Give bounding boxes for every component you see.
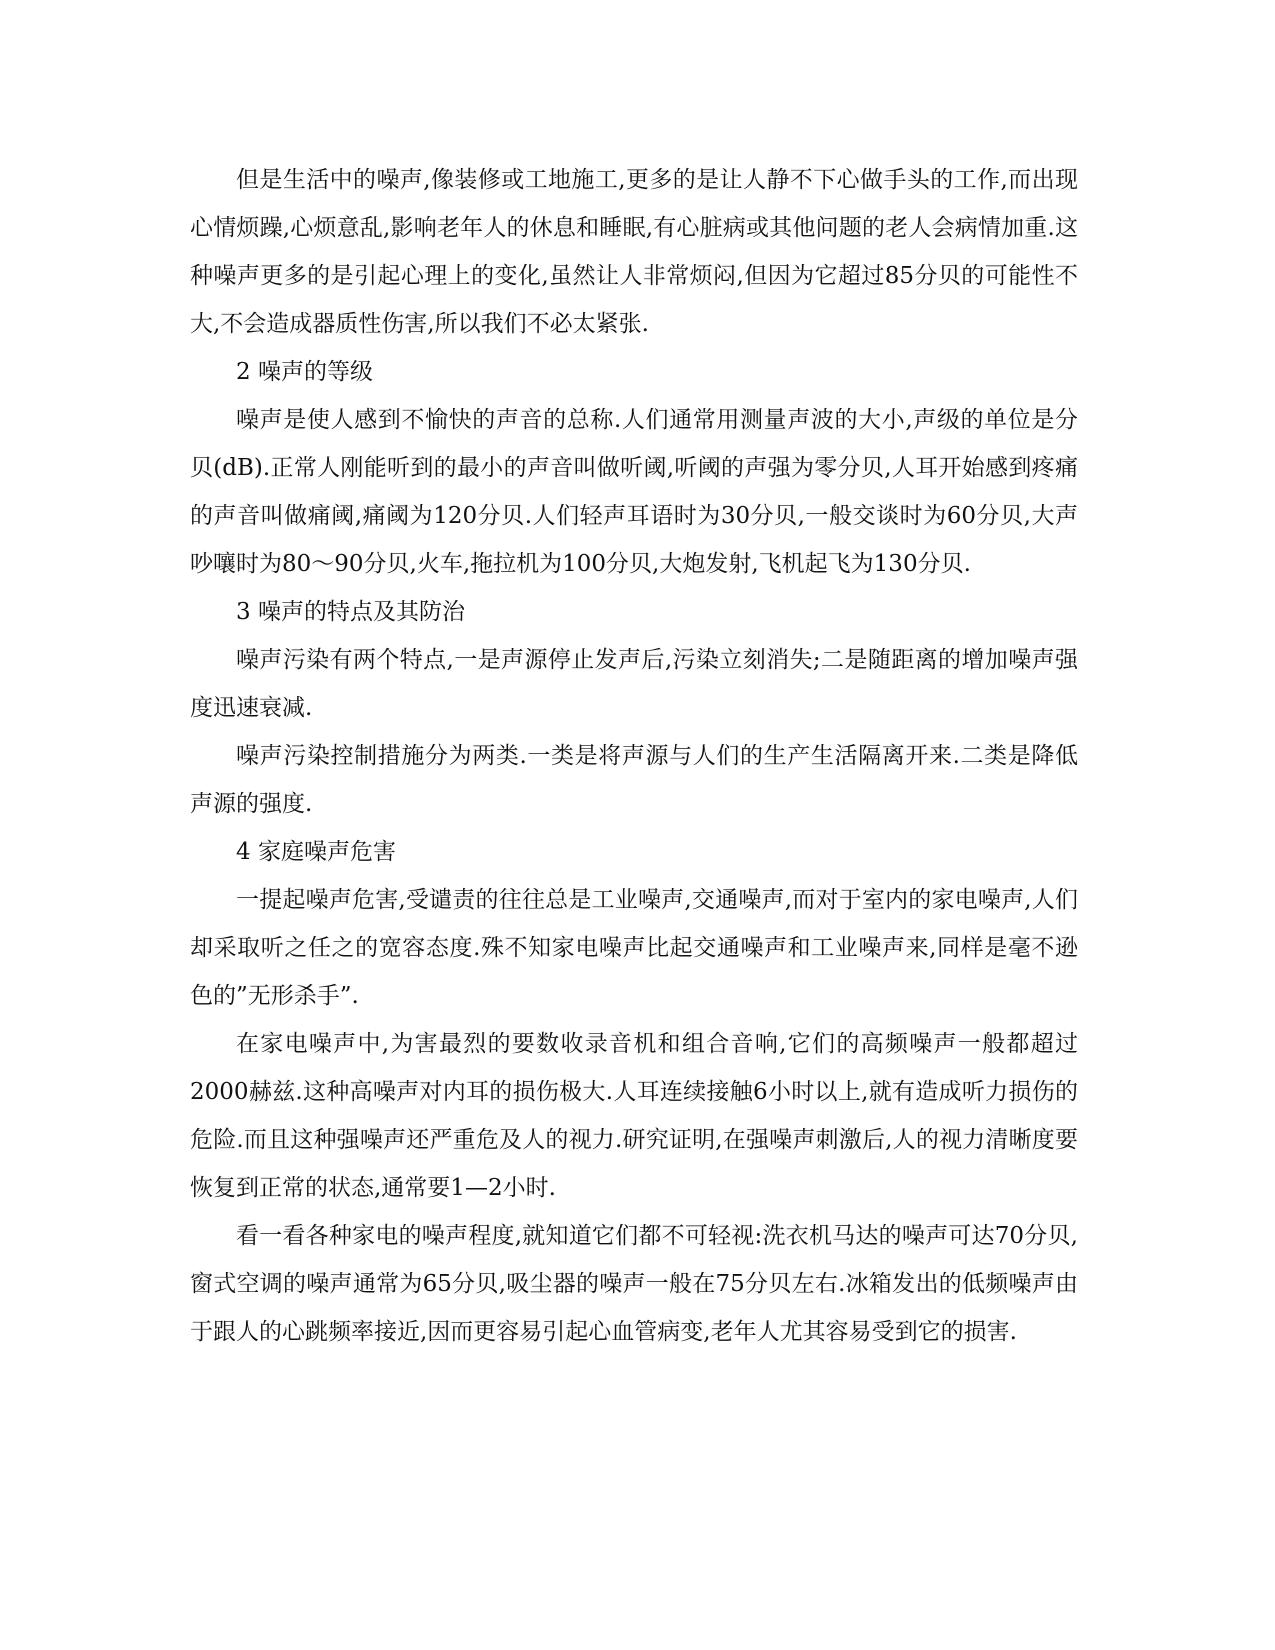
section-heading-household-noise: 4 家庭噪声危害 [236, 839, 396, 865]
paragraph-appliance-noise-levels: 看一看各种家电的噪声程度,就知道它们都不可轻视:洗衣机马达的噪声可达70分贝,窗式空调的噪声通常为65分贝,吸尘器的噪声一般在75分贝左右.冰箱发出的低频噪声由于跟人的心跳频率接近,因而更容易引起心血管病变,老年人尤其容易受到它的损害. [190, 1223, 1078, 1345]
paragraph-noise-life-impact: 但是生活中的噪声,像装修或工地施工,更多的是让人静不下心做手头的工作,而出现心情烦躁,心烦意乱,影响老年人的休息和睡眠,有心脏病或其他问题的老人会病情加重.这种噪声更多的是引起心理上的变化,虽然让人非常烦闷,但因为它超过85分贝的可能性不大,不会造成器质性伤害,所以我们不必太紧张. [190, 167, 1078, 337]
section-heading-noise-levels: 2 噪声的等级 [236, 359, 373, 385]
document-body [190, 156, 1078, 1356]
section-heading-noise-features: 3 噪声的特点及其防治 [236, 599, 465, 625]
paragraph-household-noise-intro: 一提起噪声危害,受谴责的往往总是工业噪声,交通噪声,而对于室内的家电噪声,人们却采取听之任之的宽容态度.殊不知家电噪声比起交通噪声和工业噪声来,同样是毫不逊色的”无形杀手”. [190, 887, 1078, 1009]
paragraph-noise-control: 噪声污染控制措施分为两类.一类是将声源与人们的生产生活隔离开来.二类是降低声源的强度. [190, 743, 1078, 817]
paragraph-audio-device-noise: 在家电噪声中,为害最烈的要数收录音机和组合音响,它们的高频噪声一般都超过2000赫兹.这种高噪声对内耳的损伤极大.人耳连续接触6小时以上,就有造成听力损伤的危险.而且这种强噪声还严重危及人的视力.研究证明,在强噪声刺激后,人的视力清晰度要恢复到正常的状态,通常要1—2小时. [190, 1031, 1078, 1201]
paragraph-noise-definition: 噪声是使人感到不愉快的声音的总称.人们通常用测量声波的大小,声级的单位是分贝(dB).正常人刚能听到的最小的声音叫做听阈,听阈的声强为零分贝,人耳开始感到疼痛的声音叫做痛阈,痛阈为120分贝.人们轻声耳语时为30分贝,一般交谈时为60分贝,大声吵嚷时为80～90分贝,火车,拖拉机为100分贝,大炮发射,飞机起飞为130分贝. [190, 407, 1078, 577]
paragraph-noise-characteristics: 噪声污染有两个特点,一是声源停止发声后,污染立刻消失;二是随距离的增加噪声强度迅速衰减. [190, 647, 1078, 721]
